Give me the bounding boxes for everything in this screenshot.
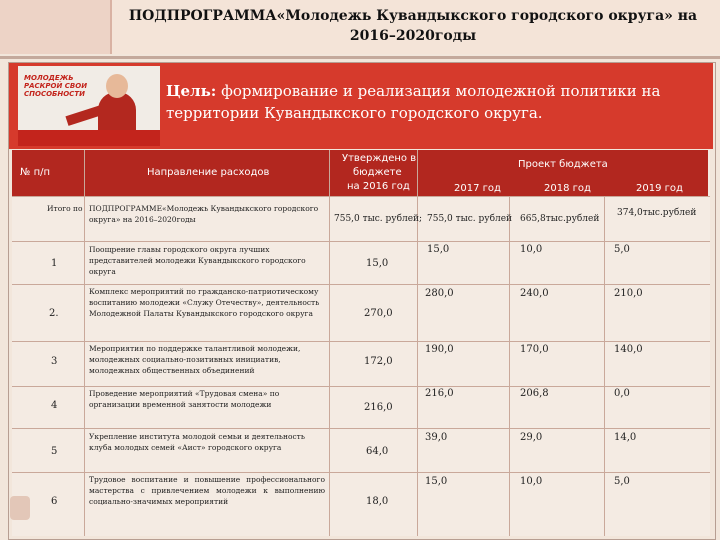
header-year-2018: 2018 год [544,183,591,194]
header-direction: Направление расходов [147,167,270,178]
row-2018: 29,0 [520,432,543,443]
row-num: 3 [51,356,58,367]
page-marker [10,496,30,520]
header-num: № п/п [20,167,51,178]
row-approved: 64,0 [366,446,389,457]
row-2017: 15,0 [425,476,448,487]
grid-line [12,241,710,242]
grid-line [12,196,710,197]
row-description: Поощрение главы городского округа лучших представителей молодежи Кувандыкского городского округа [89,245,306,276]
goal-description: формирование и реализация молодежной политики на территории Кувандыкского городского округа. [166,82,661,122]
row-approved: 270,0 [364,308,393,319]
total-2019: 374,0тыс.рублей [617,208,697,218]
row-2019: 0,0 [614,388,630,399]
row-2019: 140,0 [614,344,643,355]
top-divider [0,56,720,59]
row-num: 4 [51,400,58,411]
poster-bottom-shape [18,130,160,146]
title-decor-block [0,0,112,54]
grid-line [12,472,710,473]
grid-line [84,150,85,536]
header-direction-cell [85,150,329,196]
total-label: Итого по [47,204,83,213]
header-year-2019: 2019 год [636,183,683,194]
goal-text [166,80,706,124]
poster-caption: МОЛОДЕЖЬ РАСКРОЙ СВОИ СПОСОБНОСТИ [24,74,88,98]
row-approved: 216,0 [364,402,393,413]
total-2017: 755,0 тыс. рублей [427,214,513,224]
poster-image [18,66,160,146]
row-2017: 39,0 [425,432,448,443]
grid-line [417,150,418,536]
row-description: Трудовое воспитание и повышение профессионального мастерства с привлечением молодежи к выполнению социально-значимых мероприятий [89,475,325,506]
grid-line [604,196,605,536]
header-approved-line2: бюджете [353,167,402,178]
goal-label: Цель: [166,82,217,100]
row-approved: 172,0 [364,356,393,367]
grid-line [509,196,510,536]
header-num-cell [12,150,84,196]
grid-line [329,150,330,536]
grid-line [12,284,710,285]
row-2017: 15,0 [427,244,450,255]
row-2018: 240,0 [520,288,549,299]
total-description: ПОДПРОГРАММЕ«Молодежь Кувандыкского городского округа» на 2016–2020годы [89,204,319,224]
row-description: Комплекс мероприятий по гражданско-патриотическому воспитанию молодежи «Служу Отечеству», деятельность Молодежной Палаты Кувандыкского городского округа [89,287,320,318]
row-2019: 5,0 [614,244,630,255]
grid-line [12,428,710,429]
header-project: Проект бюджета [518,159,608,170]
row-2017: 216,0 [425,388,454,399]
row-num: 2. [49,308,59,319]
row-description: Укрепление института молодой семьи и деятельность клуба молодых семей «Аист» городского округа [89,432,305,452]
row-2019: 14,0 [614,432,637,443]
header-approved-line3: на 2016 год [347,181,410,192]
row-2018: 170,0 [520,344,549,355]
row-description: Мероприятия по поддержке талантливой молодежи, молодежных социально-позитивных инициатив, молодежных общественных объединений [89,344,301,375]
total-2018: 665,8тыс.рублей [520,214,600,224]
row-num: 5 [51,446,58,457]
row-approved: 18,0 [366,496,389,507]
header-year-2017: 2017 год [454,183,501,194]
grid-line [12,386,710,387]
row-description: Проведение мероприятий «Трудовая смена» по организации временной занятости молодежи [89,389,280,409]
header-project-cell [418,150,708,196]
row-2017: 190,0 [425,344,454,355]
grid-line [12,341,710,342]
row-2017: 280,0 [425,288,454,299]
header-approved-cell [330,150,417,196]
row-2019: 210,0 [614,288,643,299]
row-num: 6 [51,496,58,507]
total-approved: 755,0 тыс. рублей; [334,214,423,224]
page-title: ПОДПРОГРАММА«Молодежь Кувандыкского городского округа» на 2016–2020годы [128,8,698,44]
row-2018: 10,0 [520,244,543,255]
row-2018: 10,0 [520,476,543,487]
poster-head-shape [106,74,128,98]
row-2019: 5,0 [614,476,630,487]
row-num: 1 [51,258,58,269]
row-2018: 206,8 [520,388,549,399]
header-approved-line1: Утверждено в [342,153,417,164]
row-approved: 15,0 [366,258,389,269]
